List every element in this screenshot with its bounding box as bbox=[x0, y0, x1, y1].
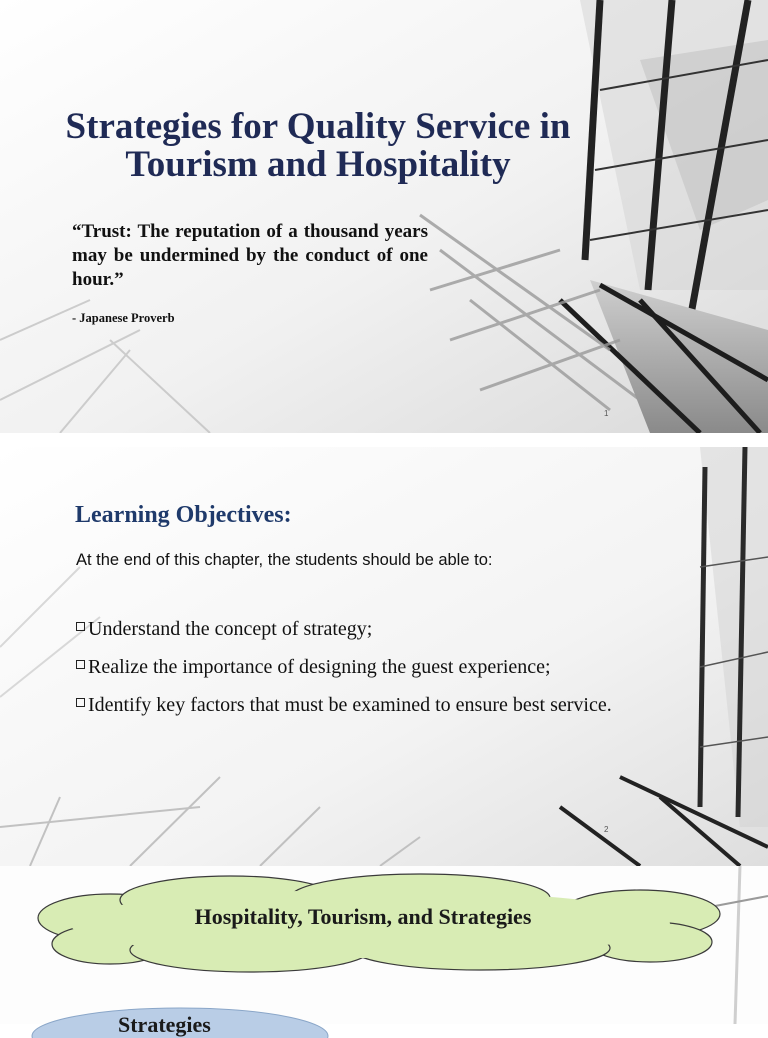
objectives-list bbox=[76, 617, 676, 731]
slide-1 bbox=[0, 0, 768, 433]
objective-text: Understand the concept of strategy; bbox=[88, 618, 373, 640]
slide-title bbox=[18, 108, 618, 184]
section-heading: Learning Objectives: bbox=[75, 502, 292, 528]
list-item bbox=[76, 693, 676, 717]
slide-2 bbox=[0, 447, 768, 866]
list-item bbox=[76, 655, 676, 679]
oval-label: Strategies bbox=[118, 1012, 211, 1037]
checkbox-bullet-icon bbox=[76, 622, 85, 631]
page-number: 1 bbox=[604, 409, 609, 418]
slide-title-line-2: Tourism and Hospitality bbox=[125, 144, 511, 185]
proverb-quote: “Trust: The reputation of a thousand years may be undermined by the conduct of one hour.” bbox=[72, 221, 428, 290]
quote-attribution: - Japanese Proverb bbox=[72, 311, 175, 325]
checkbox-bullet-icon bbox=[76, 660, 85, 669]
oval-shape bbox=[0, 866, 768, 1024]
slide-3 bbox=[0, 866, 768, 1037]
list-item bbox=[76, 617, 676, 641]
page-number: 2 bbox=[604, 825, 609, 834]
architecture-background bbox=[0, 0, 768, 433]
slide-gap bbox=[0, 433, 768, 447]
checkbox-bullet-icon bbox=[76, 698, 85, 707]
intro-text: At the end of this chapter, the students should be able to: bbox=[76, 551, 493, 569]
cloud-label: Hospitality, Tourism, and Strategies bbox=[194, 904, 532, 929]
objective-text: Realize the importance of designing the guest experience; bbox=[88, 656, 551, 678]
objective-text: Identify key factors that must be examined to ensure best service. bbox=[88, 694, 612, 716]
slide-title-line-1: Strategies for Quality Service in bbox=[65, 106, 571, 147]
